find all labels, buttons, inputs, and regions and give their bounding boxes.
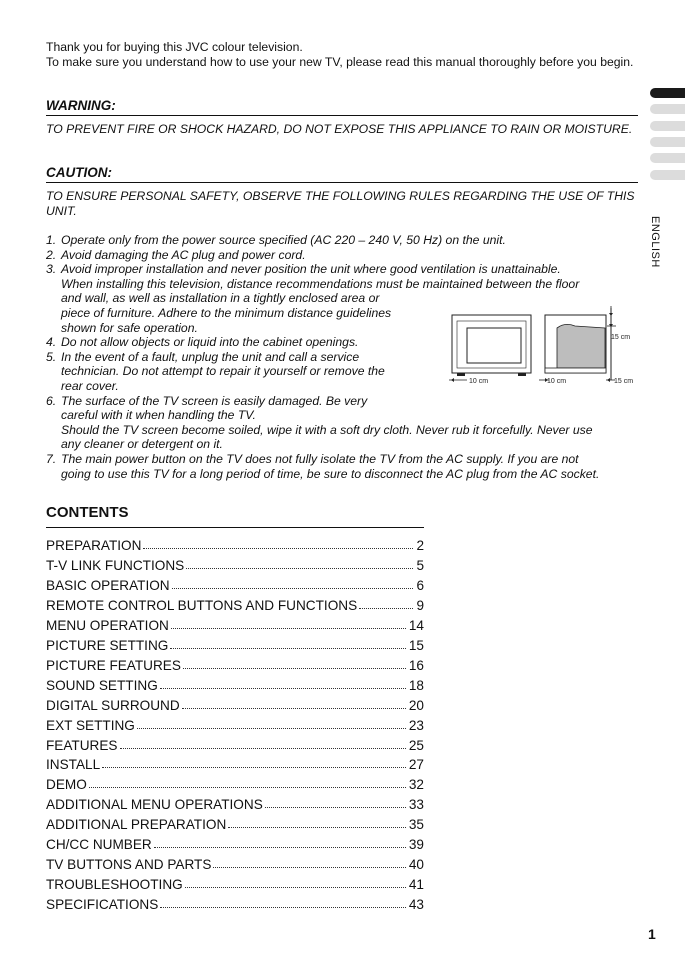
installation-distance-diagram (445, 304, 640, 390)
contents-item-page: 33 (408, 797, 424, 813)
contents-item-label: REMOTE CONTROL BUTTONS AND FUNCTIONS (46, 597, 358, 613)
contents-item-label: SOUND SETTING (46, 677, 158, 693)
contents-item-page: 20 (408, 697, 424, 713)
section-tab (650, 170, 685, 180)
contents-item-label: T-V LINK FUNCTIONS (46, 557, 185, 573)
contents-item-label: CH/CC NUMBER (46, 837, 152, 853)
contents-item-page: 39 (408, 837, 424, 853)
caution-heading: CAUTION: (46, 165, 638, 183)
contents-leader-dots (160, 688, 406, 689)
contents-item (46, 854, 424, 872)
contents-item (46, 794, 424, 812)
contents-item (46, 615, 424, 633)
section-tab (650, 137, 685, 147)
rule-text-line: Should the TV screen become soiled, wipe it with a soft dry cloth. Never rub it forcefully. Never use (61, 422, 593, 437)
section-tab (650, 104, 685, 114)
contents-item (46, 874, 424, 892)
contents-item-label: TV BUTTONS AND PARTS (46, 857, 212, 873)
contents-item-label: MENU OPERATION (46, 617, 169, 633)
contents-item-page: 18 (408, 677, 424, 693)
contents-item (46, 575, 424, 593)
contents-item (46, 834, 424, 852)
contents-leader-dots (171, 628, 406, 629)
contents-item-page: 35 (408, 817, 424, 833)
contents-item (46, 735, 424, 753)
language-label (643, 216, 669, 276)
rule-text-line: going to use this TV for a long period of time, be sure to disconnect the AC plug from the AC socket. (61, 466, 600, 481)
contents-item-label: FEATURES (46, 737, 118, 753)
rule-number: 6. (46, 393, 57, 408)
rule-text-line: shown for safe operation. (61, 320, 198, 335)
contents-item-label: DEMO (46, 777, 87, 793)
contents-item-label: PREPARATION (46, 538, 142, 553)
rule-number: 7. (46, 452, 57, 466)
contents-item-page: 6 (416, 577, 424, 593)
contents-item-page: 41 (408, 877, 424, 893)
caution-text: TO ENSURE PERSONAL SAFETY, OBSERVE THE FOLLOWING RULES REGARDING THE USE OF THIS UNIT. (46, 189, 635, 218)
contents-item-label: BASIC OPERATION (46, 577, 170, 593)
section-tab (650, 153, 685, 163)
rule-text-line: technician. Do not attempt to repair it yourself or remove the (61, 364, 385, 379)
contents-leader-dots (185, 887, 406, 888)
contents-item (46, 535, 424, 553)
contents-leader-dots (170, 648, 406, 649)
contents-item-page: 16 (408, 657, 424, 673)
rule-text-line: In the event of a fault, unplug the unit and call a service (61, 349, 360, 364)
contents-item (46, 715, 424, 733)
rule-number: 5. (46, 349, 57, 364)
label-left: 10 cm (469, 378, 489, 385)
contents-leader-dots (154, 847, 406, 848)
contents-item-page: 25 (408, 737, 424, 753)
contents-item (46, 814, 424, 832)
contents-item-page: 27 (408, 757, 424, 773)
contents-item-page: 40 (408, 857, 424, 873)
contents-item-page: 23 (408, 717, 424, 733)
contents-item (46, 754, 424, 772)
contents-item-label: PICTURE SETTING (46, 637, 169, 653)
rule-text-line: piece of furniture. Adhere to the minimum distance guidelines (61, 305, 392, 320)
intro-line-1: Thank you for buying this JVC colour television. (46, 40, 303, 54)
tv-screen (467, 328, 521, 363)
contents-item-label: TROUBLESHOOTING (46, 877, 183, 893)
contents-item-label: SPECIFICATIONS (46, 897, 159, 913)
contents-leader-dots (120, 748, 406, 749)
contents-item (46, 894, 424, 912)
contents-item (46, 655, 424, 673)
contents-item-page: 9 (416, 597, 424, 613)
rule-text-line: The surface of the TV screen is easily damaged. Be very (61, 393, 368, 408)
rule-text-line: and wall, as well as installation in a tightly enclosed area or (61, 291, 380, 306)
contents-item (46, 635, 424, 653)
rule-text-line: Avoid improper installation and never position the unit where good ventilation is unattainable. (61, 262, 561, 277)
contents-leader-dots (228, 827, 406, 828)
rule-number: 1. (46, 233, 57, 247)
contents-item-label: DIGITAL SURROUND (46, 697, 180, 713)
rule-text-line: The main power button on the TV does not fully isolate the TV from the AC supply. If you are not (61, 452, 579, 466)
contents-item-label: ADDITIONAL PREPARATION (46, 817, 227, 833)
contents-leader-dots (137, 728, 406, 729)
contents-leader-dots (359, 608, 413, 609)
rule-text-line: Avoid damaging the AC plug and power cord. (61, 247, 306, 262)
contents-title: CONTENTS (46, 504, 424, 528)
rule-number: 2. (46, 247, 57, 262)
label-top: 15 cm (611, 334, 631, 341)
rule-text-line: careful with it when handling the TV. (61, 408, 256, 423)
contents-leader-dots (143, 548, 413, 549)
contents-item-label: ADDITIONAL MENU OPERATIONS (46, 797, 263, 813)
contents-item-page: 5 (416, 557, 424, 573)
contents-leader-dots (160, 907, 406, 908)
label-mid: 10 cm (547, 378, 567, 385)
contents-item-page: 43 (408, 897, 424, 913)
warning-text: TO PREVENT FIRE OR SHOCK HAZARD, DO NOT EXPOSE THIS APPLIANCE TO RAIN OR MOISTURE. (46, 122, 633, 136)
page-number: 1 (648, 926, 656, 942)
rule-text-line: When installing this television, distance recommendations must be maintained between the floor (61, 276, 580, 291)
contents-leader-dots (213, 867, 405, 868)
language-text: ENGLISH (649, 216, 661, 268)
contents-item-page: 32 (408, 777, 424, 793)
rule-text-line: rear cover. (61, 378, 119, 393)
contents-leader-dots (89, 787, 406, 788)
contents-item-page: 2 (416, 538, 424, 553)
label-right: 15 cm (614, 378, 634, 385)
rule-number: 4. (46, 335, 57, 350)
contents-item (46, 555, 424, 573)
contents-item-page: 14 (408, 617, 424, 633)
intro-line-2: To make sure you understand how to use your new TV, please read this manual thoroughly before you begin. (46, 54, 634, 69)
rule-text-line: any cleaner or detergent on it. (61, 437, 223, 452)
contents-item (46, 675, 424, 693)
contents-item (46, 595, 424, 613)
contents-leader-dots (183, 668, 406, 669)
intro (46, 40, 641, 69)
contents-leader-dots (265, 807, 406, 808)
contents-leader-dots (172, 588, 414, 589)
contents-leader-dots (186, 568, 413, 569)
contents-item (46, 695, 424, 713)
rule-text-line: Do not allow objects or liquid into the cabinet openings. (61, 335, 359, 350)
section-tab-active (650, 88, 685, 98)
contents-item-label: PICTURE FEATURES (46, 657, 181, 673)
contents-item (46, 774, 424, 792)
contents-item-page: 15 (408, 637, 424, 653)
section-tab (650, 121, 685, 131)
contents-leader-dots (102, 767, 406, 768)
rule-text-line: Operate only from the power source specified (AC 220 – 240 V, 50 Hz) on the unit. (61, 233, 506, 247)
warning-heading: WARNING: (46, 98, 638, 116)
rule-number: 3. (46, 262, 57, 277)
contents-item-label: INSTALL (46, 757, 101, 773)
contents-leader-dots (182, 708, 406, 709)
contents-item-label: EXT SETTING (46, 717, 135, 733)
